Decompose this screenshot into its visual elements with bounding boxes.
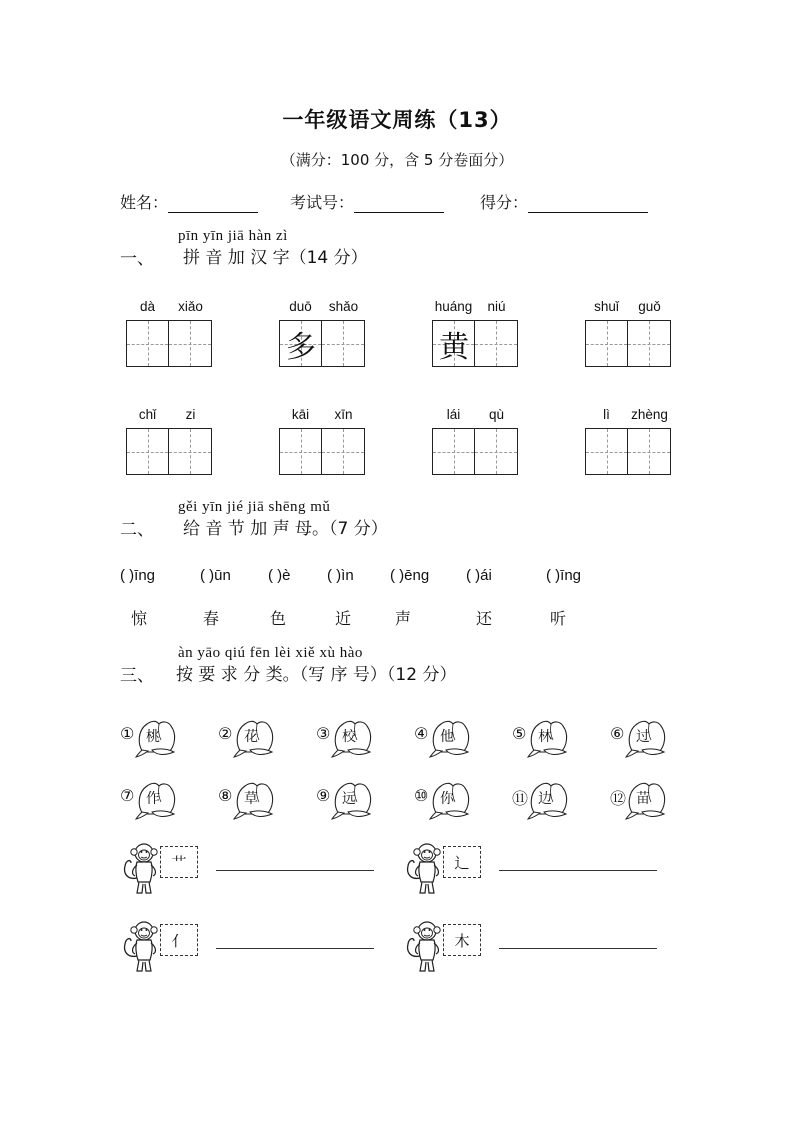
- item-number: ②: [218, 724, 233, 743]
- tianzi-grid[interactable]: [585, 428, 671, 475]
- radical-box: 木: [443, 924, 481, 956]
- item-number: ⑦: [120, 786, 135, 805]
- exam-no-label: 考试号：: [290, 193, 355, 212]
- monkey-icon: [120, 918, 164, 974]
- grid-cell[interactable]: [475, 321, 517, 366]
- monkey-figure: [120, 840, 164, 900]
- item-number: ①: [120, 724, 135, 743]
- grid-guide-horizontal: [433, 452, 474, 453]
- pinyin-syllable: xiǎo: [178, 299, 203, 314]
- grid-cell[interactable]: [322, 321, 364, 366]
- grid-cell[interactable]: [169, 429, 211, 474]
- answer-line[interactable]: [216, 870, 374, 871]
- item-number: ⑤: [512, 724, 527, 743]
- grid-guide-horizontal: [127, 452, 168, 453]
- hint-character: 色: [270, 609, 287, 628]
- grid-guide-horizontal: [169, 344, 211, 345]
- score-label: 得分：: [480, 193, 529, 212]
- given-character: 多: [286, 329, 316, 365]
- peach-character: 林: [538, 729, 552, 745]
- monkey-figure: [403, 840, 447, 900]
- monkey-figure: [403, 918, 447, 978]
- section1-heading: 拼 音 加 汉 字（14 分）: [183, 248, 368, 268]
- grid-cell[interactable]: [586, 429, 628, 474]
- item-number: ③: [316, 724, 331, 743]
- hint-character: 声: [395, 609, 412, 628]
- score-blank[interactable]: [528, 194, 648, 213]
- radical-box: 辶: [443, 846, 481, 878]
- peach-item[interactable]: [610, 716, 680, 756]
- peach-item[interactable]: [218, 778, 288, 818]
- pinyin-syllable: shuǐ: [594, 299, 619, 314]
- section2-pinyin: gěi yīn jié jiā shēng mǔ: [178, 499, 331, 515]
- tianzi-grid[interactable]: [585, 320, 671, 367]
- item-number: ⑥: [610, 724, 625, 743]
- radical-row: [120, 840, 380, 896]
- peach-character: 校: [342, 729, 356, 745]
- pinyin-syllable: zhèng: [631, 407, 668, 422]
- pinyin-syllable: kāi: [291, 407, 310, 422]
- answer-line[interactable]: [499, 948, 657, 949]
- monkey-icon: [403, 840, 447, 896]
- grid-guide-horizontal: [628, 452, 670, 453]
- peach-character: 草: [244, 791, 258, 807]
- initial-blank[interactable]: ( )ūn: [200, 567, 231, 584]
- peach-item[interactable]: [316, 716, 386, 756]
- initial-blank[interactable]: ( )īng: [120, 567, 156, 584]
- answer-line[interactable]: [216, 948, 374, 949]
- grid-guide-horizontal: [280, 452, 321, 453]
- peach-item[interactable]: [120, 778, 190, 818]
- radical-box: 亻: [160, 924, 198, 956]
- tianzi-grid[interactable]: [126, 320, 212, 367]
- peach-item[interactable]: [512, 716, 582, 756]
- grid-guide-horizontal: [475, 452, 517, 453]
- grid-cell[interactable]: [127, 321, 169, 366]
- initial-blank[interactable]: ( )è: [268, 567, 291, 584]
- grid-guide-horizontal: [586, 344, 627, 345]
- peach-item[interactable]: [610, 778, 680, 818]
- grid-guide-horizontal: [127, 344, 168, 345]
- grid-cell[interactable]: [628, 321, 670, 366]
- peach-character: 他: [440, 729, 454, 745]
- section3-heading: 按 要 求 分 类。（写 序 号）（12 分）: [176, 665, 457, 685]
- hint-character: 还: [476, 609, 493, 628]
- section2-heading: 给 音 节 加 声 母。（7 分）: [183, 519, 388, 539]
- peach-character: 苗: [636, 791, 650, 807]
- grid-cell[interactable]: [169, 321, 211, 366]
- page-title: 一年级语文周练（13）: [282, 108, 512, 132]
- section1-pinyin: pīn yīn jiā hàn zì: [178, 228, 288, 244]
- grid-guide-horizontal: [322, 452, 364, 453]
- page-subtitle: （满分：100 分，含 5 分卷面分）: [280, 151, 514, 169]
- pinyin-syllable: lì: [603, 407, 610, 422]
- grid-guide-horizontal: [475, 344, 517, 345]
- answer-line[interactable]: [499, 870, 657, 871]
- grid-cell[interactable]: [322, 429, 364, 474]
- peach-character: 过: [636, 729, 650, 745]
- pinyin-syllable: huáng: [434, 299, 473, 314]
- monkey-icon: [120, 840, 164, 896]
- pinyin-syllable: shǎo: [328, 299, 359, 314]
- grid-cell[interactable]: [586, 321, 628, 366]
- pinyin-syllable: niú: [487, 299, 506, 314]
- grid-guide-horizontal: [586, 452, 627, 453]
- initial-blank[interactable]: ( )īng: [546, 567, 582, 584]
- item-number: ⑨: [316, 786, 331, 805]
- radical-row: [403, 840, 663, 896]
- grid-guide-horizontal: [169, 452, 211, 453]
- peach-character: 远: [342, 791, 356, 807]
- monkey-figure: [120, 918, 164, 978]
- grid-cell[interactable]: [280, 429, 322, 474]
- peach-character: 你: [440, 791, 454, 807]
- peach-item[interactable]: [218, 716, 288, 756]
- tianzi-grid[interactable]: [126, 428, 212, 475]
- section3-pinyin: àn yāo qiú fēn lèi xiě xù hào: [178, 645, 363, 661]
- item-number: ⑪: [512, 789, 529, 808]
- monkey-icon: [403, 918, 447, 974]
- initial-blank[interactable]: ( )ìn: [327, 567, 354, 584]
- pinyin-syllable: xīn: [334, 407, 353, 422]
- pinyin-syllable: lái: [446, 407, 461, 422]
- name-blank[interactable]: [168, 194, 258, 213]
- grid-guide-horizontal: [322, 344, 364, 345]
- tianzi-grid[interactable]: [432, 428, 518, 475]
- section3-number: 三、: [120, 666, 154, 686]
- grid-cell[interactable]: [628, 429, 670, 474]
- grid-cell[interactable]: [475, 429, 517, 474]
- grid-guide-horizontal: [628, 344, 670, 345]
- pinyin-syllable: chǐ: [138, 407, 157, 422]
- peach-character: 桃: [146, 729, 160, 745]
- tianzi-grid[interactable]: [432, 320, 518, 367]
- peach-item[interactable]: [414, 716, 484, 756]
- item-number: ④: [414, 724, 429, 743]
- peach-character: 作: [146, 791, 160, 807]
- hint-character: 春: [203, 609, 220, 628]
- initial-blank[interactable]: ( )ái: [466, 567, 492, 584]
- radical-row: [120, 918, 380, 974]
- section1-number: 一、: [120, 249, 154, 269]
- pinyin-syllable: qù: [488, 407, 505, 422]
- radical-box: 艹: [160, 846, 198, 878]
- tianzi-grid[interactable]: [279, 320, 365, 367]
- peach-item[interactable]: [414, 778, 484, 818]
- item-number: ⑧: [218, 786, 233, 805]
- item-number: ⑫: [610, 789, 627, 808]
- pinyin-syllable: zi: [185, 407, 196, 422]
- peach-item[interactable]: [316, 778, 386, 818]
- name-label: 姓名：: [120, 193, 169, 212]
- name-field: [120, 190, 258, 213]
- given-character: 黄: [439, 329, 469, 365]
- exam-no-blank[interactable]: [354, 194, 444, 213]
- grid-cell[interactable]: [433, 429, 475, 474]
- peach-character: 花: [244, 729, 258, 745]
- section2-number: 二、: [120, 520, 154, 540]
- peach-item[interactable]: [512, 778, 582, 818]
- peach-item[interactable]: [120, 716, 190, 756]
- hint-character: 惊: [131, 609, 148, 628]
- item-number: ⑩: [414, 786, 429, 805]
- exam-no-field: [290, 190, 444, 213]
- initial-blank[interactable]: ( )ēng: [390, 567, 430, 584]
- tianzi-grid[interactable]: [279, 428, 365, 475]
- pinyin-syllable: guǒ: [638, 299, 661, 314]
- grid-cell[interactable]: [127, 429, 169, 474]
- hint-character: 听: [550, 609, 567, 628]
- pinyin-syllable: dà: [139, 299, 156, 314]
- radical-row: [403, 918, 663, 974]
- pinyin-syllable: duō: [289, 299, 312, 314]
- peach-character: 边: [538, 791, 552, 807]
- hint-character: 近: [335, 609, 352, 628]
- score-field: [480, 190, 648, 213]
